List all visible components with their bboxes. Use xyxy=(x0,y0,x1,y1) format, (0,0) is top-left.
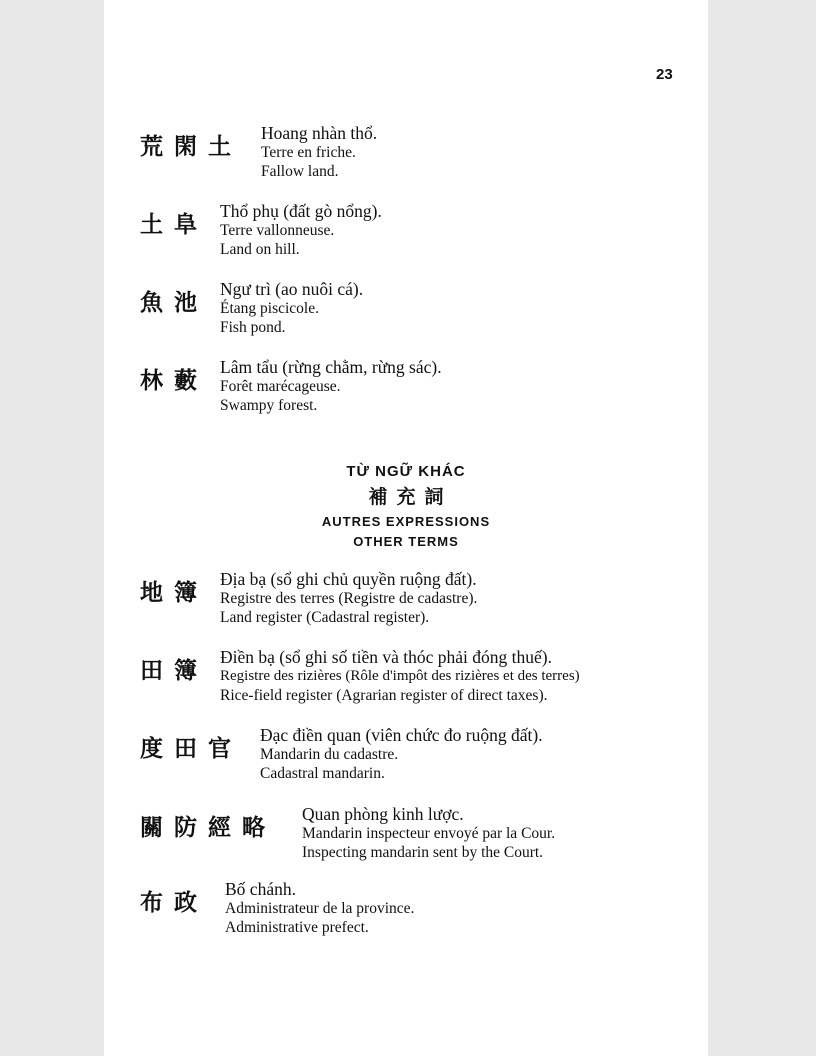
vietnamese-term: Địa bạ (sổ ghi chủ quyền ruộng đất). xyxy=(220,569,477,589)
section-title-chinese: 補充詞 xyxy=(368,486,453,508)
entry-text xyxy=(260,726,543,783)
section-title-vietnamese: TỪ NGỮ KHÁC xyxy=(346,463,466,480)
french-term: Terre en friche. xyxy=(261,144,356,161)
french-term: Mandarin du cadastre. xyxy=(260,746,399,763)
vietnamese-term: Điền bạ (sổ ghi số tiền và thóc phải đóng thuế). xyxy=(220,647,552,667)
french-term: Registre des rizières (Rôle d'impôt des rizières et des terres) xyxy=(220,668,580,684)
chinese-term: 度田官 xyxy=(140,736,242,762)
french-term: Registre des terres (Registre de cadastre). xyxy=(220,590,478,607)
french-term: Étang piscicole. xyxy=(220,300,319,317)
entry-text xyxy=(225,880,414,937)
french-term: Forêt marécageuse. xyxy=(220,378,341,395)
french-term: Terre vallonneuse. xyxy=(220,222,335,239)
english-term: Land register (Cadastral register). xyxy=(220,609,430,626)
entry-text xyxy=(220,648,580,705)
entry-text xyxy=(220,570,477,627)
entry-text xyxy=(302,805,555,862)
entry-text xyxy=(220,358,442,415)
page-number: 23 xyxy=(656,66,673,83)
chinese-term: 土阜 xyxy=(140,212,208,238)
vietnamese-term: Ngư trì (ao nuôi cá). xyxy=(220,279,364,299)
chinese-term: 荒閑土 xyxy=(140,134,242,160)
section-title-french: AUTRES EXPRESSIONS xyxy=(321,514,491,529)
english-term: Rice-field register (Agrarian register of direct taxes). xyxy=(220,687,548,704)
english-term: Swampy forest. xyxy=(220,397,318,414)
chinese-term: 田簿 xyxy=(140,658,208,684)
section-title-english: OTHER TERMS xyxy=(353,534,459,549)
french-term: Mandarin inspecteur envoyé par la Cour. xyxy=(302,825,556,842)
entry-text xyxy=(261,124,377,181)
english-term: Inspecting mandarin sent by the Court. xyxy=(302,844,544,861)
english-term: Fallow land. xyxy=(261,163,339,180)
vietnamese-term: Bố chánh. xyxy=(225,879,296,899)
section-heading xyxy=(104,462,708,552)
vietnamese-term: Hoang nhàn thổ. xyxy=(261,123,378,143)
chinese-term: 關防經略 xyxy=(140,815,276,841)
entry-text xyxy=(220,202,382,259)
chinese-term: 魚池 xyxy=(140,290,208,316)
vietnamese-term: Lâm tẩu (rừng chằm, rừng sác). xyxy=(220,357,442,377)
french-term: Administrateur de la province. xyxy=(225,900,415,917)
vietnamese-term: Quan phòng kinh lược. xyxy=(302,804,464,824)
vietnamese-term: Đạc điền quan (viên chức đo ruộng đất). xyxy=(260,725,543,745)
chinese-term: 林藪 xyxy=(140,368,208,394)
book-page xyxy=(104,0,708,1056)
chinese-term: 地簿 xyxy=(140,580,208,606)
english-term: Land on hill. xyxy=(220,241,300,258)
english-term: Fish pond. xyxy=(220,319,286,336)
chinese-term: 布政 xyxy=(140,890,208,916)
entry-text xyxy=(220,280,363,337)
english-term: Administrative prefect. xyxy=(225,919,369,936)
vietnamese-term: Thổ phụ (đất gò nổng). xyxy=(220,201,382,221)
english-term: Cadastral mandarin. xyxy=(260,765,385,782)
